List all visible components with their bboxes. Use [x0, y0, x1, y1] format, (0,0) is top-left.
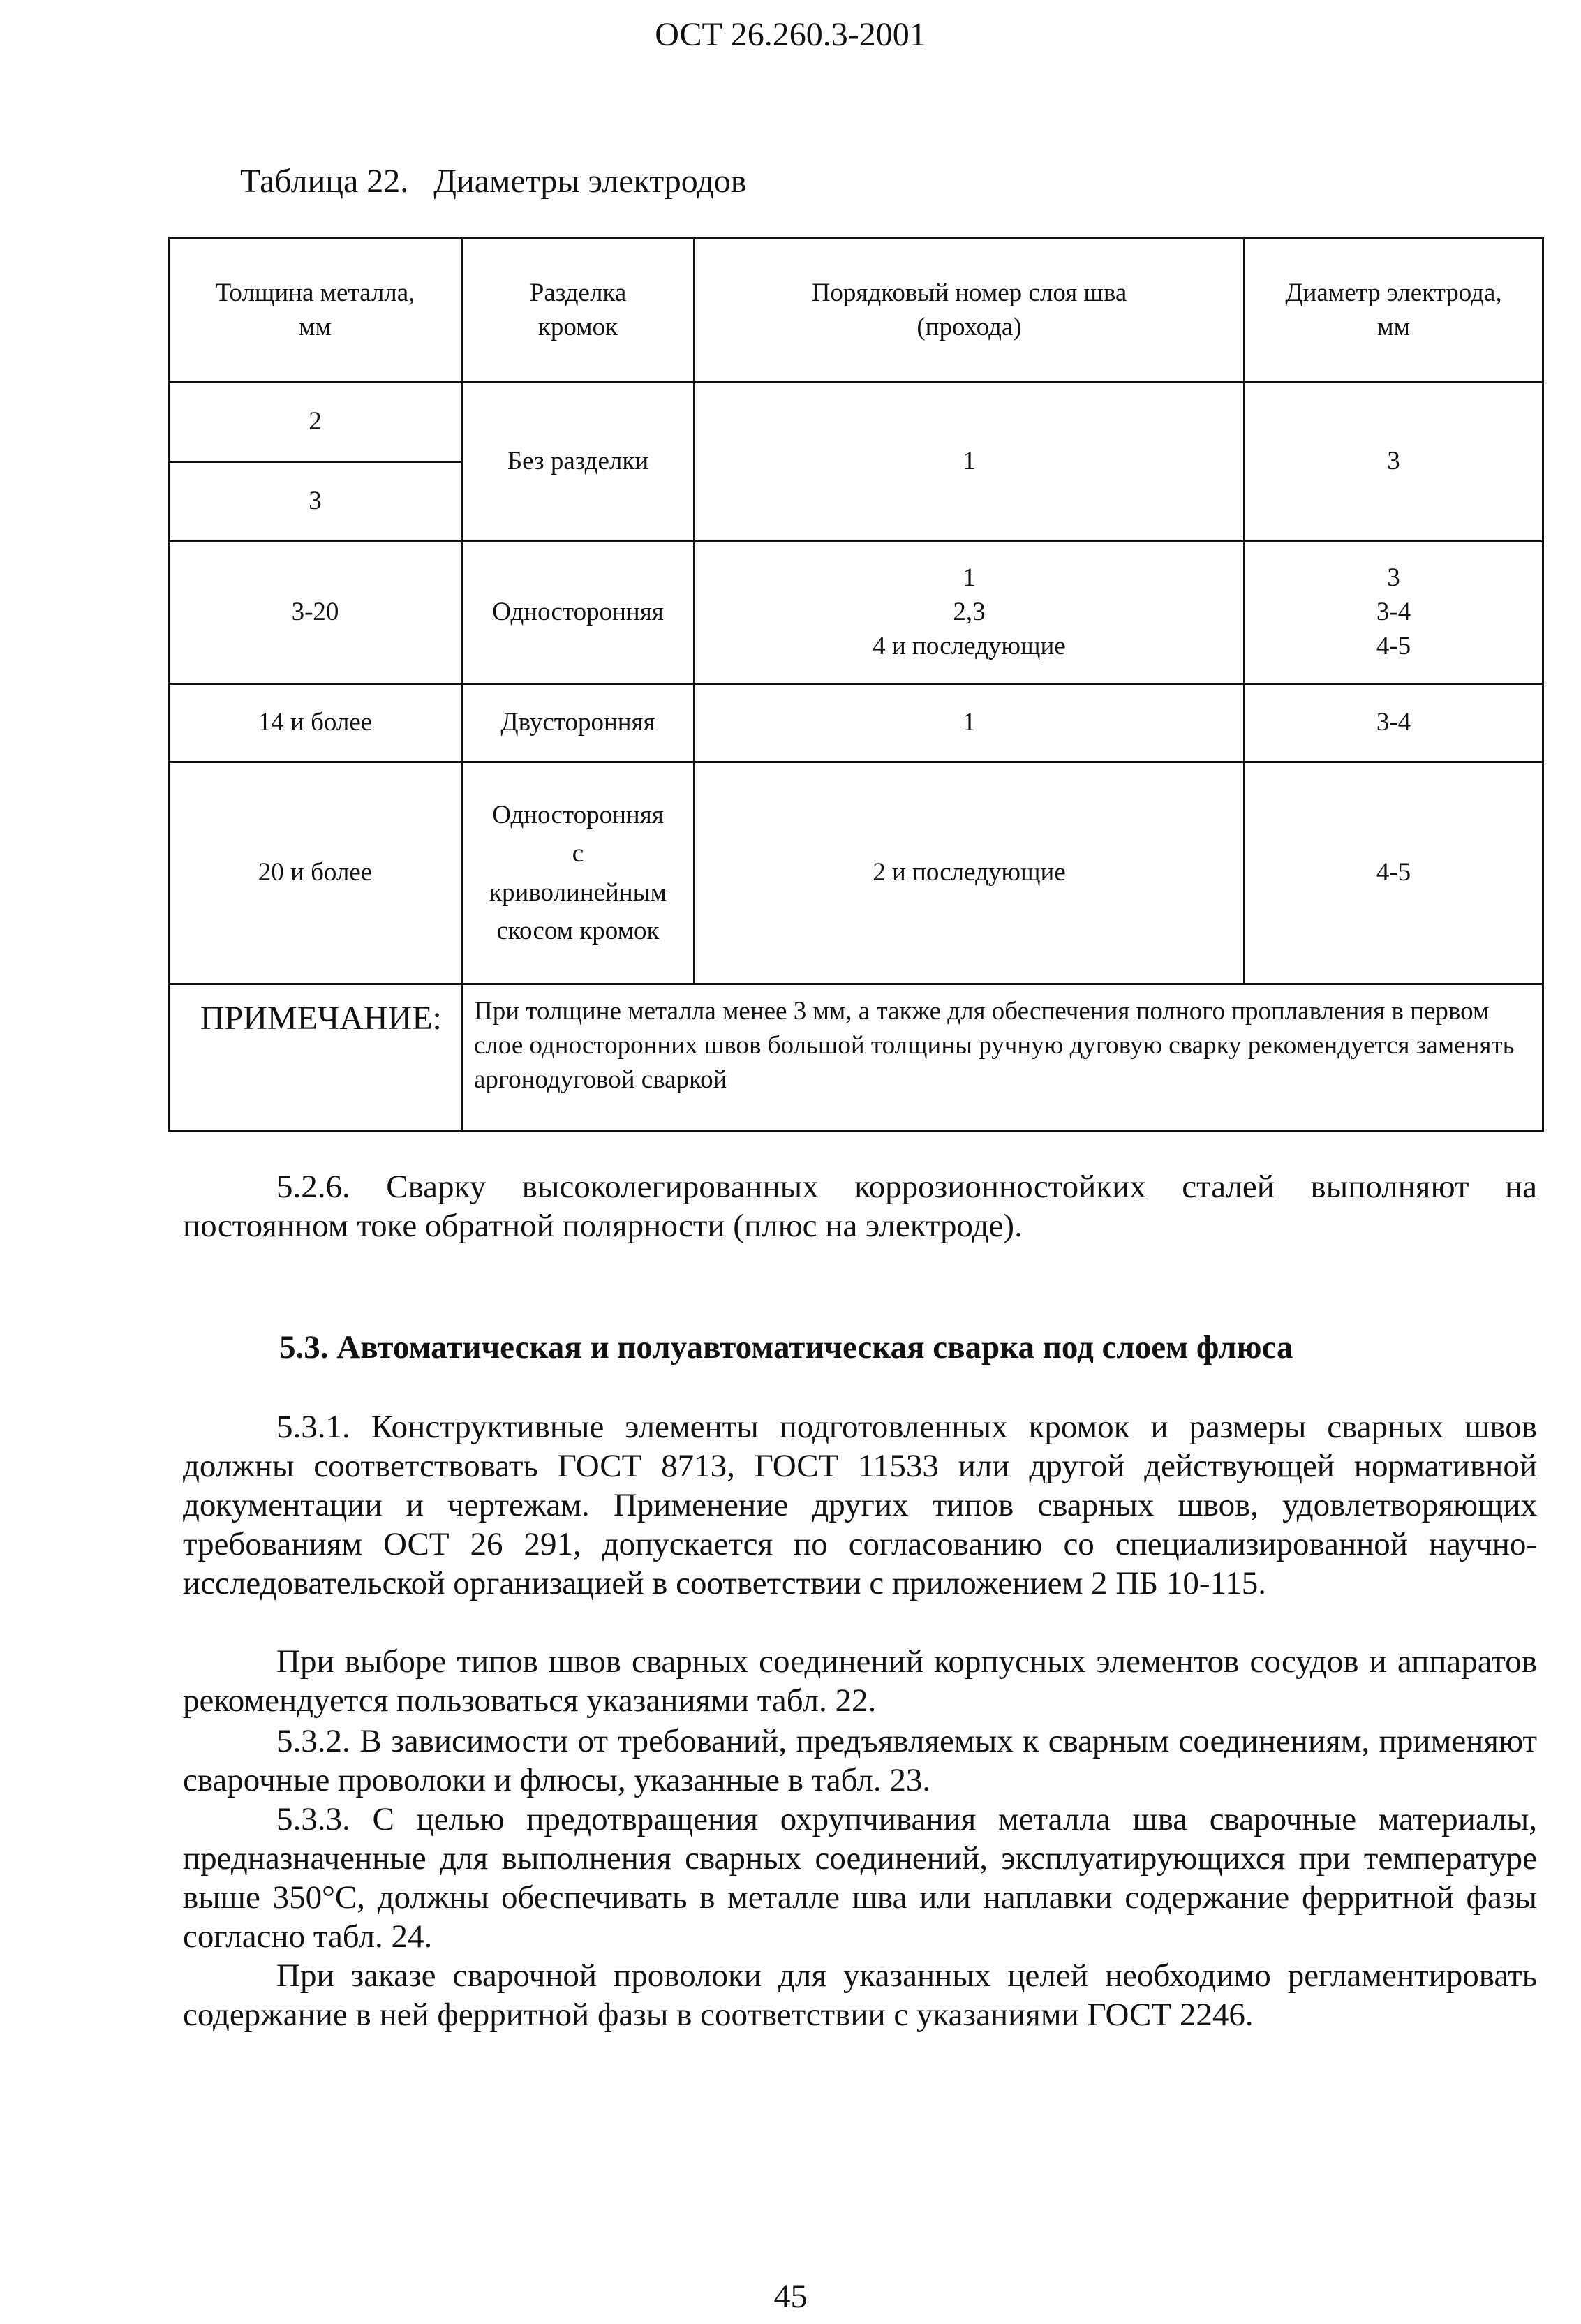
table-row: [169, 542, 1543, 684]
cell-edge-prep: Без разделки: [462, 383, 695, 542]
table-header-row: [169, 239, 1543, 383]
cell-edge-prep: Односторонняя: [462, 542, 695, 684]
header-edge-prep: Разделка кромок: [462, 239, 695, 383]
document-code-header: ОСТ 26.260.3-2001: [655, 16, 926, 53]
cell-layer: 1 2,3 4 и последующие: [695, 542, 1245, 684]
table-row: [169, 383, 1543, 462]
cell-layer: 2 и последующие: [695, 762, 1245, 984]
cell-thickness: 20 и более: [169, 762, 462, 984]
paragraph-5-3-2: 5.3.2. В зависимости от требований, предъявляемых к сварным соединениям, применяют сварочные проволоки и флюсы, указанные в табл. 23.: [183, 1723, 1537, 1798]
paragraph-5-3-1: 5.3.1. Конструктивные элементы подготовленных кромок и размеры сварных швов должны соответствовать ГОСТ 8713, ГОСТ 11533 или другой действующей нормативной документации и чертежам. Применение других типов сварных швов, удовлетворяющих требованиям ОСТ 26 291, допускается по согласованию со специализированной научно-исследовательской организацией в соответствии с приложением 2 ПБ 10-115.: [183, 1409, 1537, 1601]
section-heading-5-3: 5.3. Автоматическая и полуавтоматическая сварка под слоем флюса: [279, 1329, 1293, 1365]
paragraph-5-3-3: 5.3.3. С целью предотвращения охрупчивания металла шва сварочные материалы, предназначенные для выполнения сварных соединений, эксплуатирующихся при температуре выше 350°С, должны обеспечивать в металле шва или наплавки содержание ферритной фазы согласно табл. 24.: [183, 1801, 1537, 1955]
paragraph-5-3-3-continued: При заказе сварочной проволоки для указанных целей необходимо регламентировать содержание в ней ферритной фазы в соответствии с указаниями ГОСТ 2246.: [183, 1957, 1537, 2033]
electrode-diameter-table: [168, 237, 1544, 1132]
cell-layer: 1: [695, 383, 1245, 542]
note-label: ПРИМЕЧАНИЕ:: [169, 984, 462, 1131]
header-thickness: Толщина металла, мм: [169, 239, 462, 383]
cell-diameter: 3-4: [1245, 684, 1543, 762]
cell-thickness: 14 и более: [169, 684, 462, 762]
table-caption: Таблица 22. Диаметры электродов: [240, 163, 747, 200]
cell-diameter: 3 3-4 4-5: [1245, 542, 1543, 684]
cell-edge-prep: Двусторонняя: [462, 684, 695, 762]
page-number: 45: [773, 2278, 808, 2315]
cell-edge-prep: Односторонняя с криволинейным скосом кромок: [462, 762, 695, 984]
cell-diameter: 3: [1245, 383, 1543, 542]
table-row: [169, 684, 1543, 762]
note-text: При толщине металла менее 3 мм, а также для обеспечения полного проплавления в первом слое односторонних швов большой толщины ручную дуговую сварку рекомендуется заменять аргонодуговой сваркой: [462, 984, 1543, 1131]
paragraph-5-3-1-continued: При выборе типов швов сварных соединений корпусных элементов сосудов и аппаратов рекомендуется пользоваться указаниями табл. 22.: [183, 1643, 1537, 1719]
header-layer: Порядковый номер слоя шва (прохода): [695, 239, 1245, 383]
cell-layer: 1: [695, 684, 1245, 762]
table-note-row: [169, 984, 1543, 1131]
cell-thickness: 2: [169, 383, 462, 462]
cell-diameter: 4-5: [1245, 762, 1543, 984]
cell-thickness: 3: [169, 462, 462, 542]
header-diameter: Диаметр электрода, мм: [1245, 239, 1543, 383]
cell-thickness: 3-20: [169, 542, 462, 684]
table-row: [169, 762, 1543, 984]
paragraph-5-2-6: 5.2.6. Сварку высоколегированных коррозионностойких сталей выполняют на постоянном токе обратной полярности (плюс на электроде).: [183, 1169, 1537, 1244]
